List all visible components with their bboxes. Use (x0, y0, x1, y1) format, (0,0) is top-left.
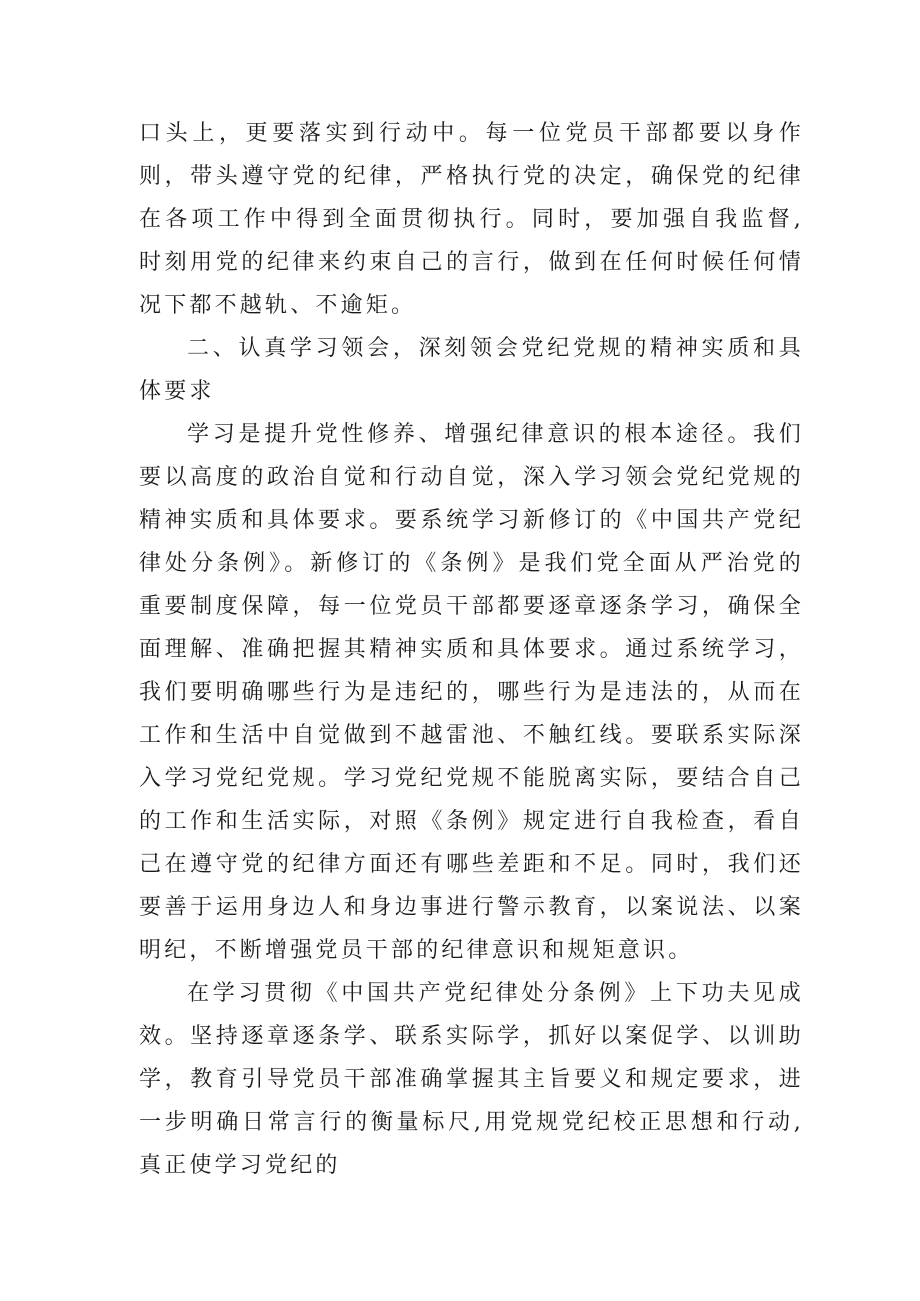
document-body (139, 112, 804, 1187)
paragraph-continuation: 口头上，更要落实到行动中。每一位党员干部都要以身作则，带头遵守党的纪律，严格执行党的决定，确保党的纪律在各项工作中得到全面贯彻执行。同时，要加强自我监督,时刻用党的纪律来约束自己的言行，做到在任何时候任何情况下都不越轨、不逾矩。 (139, 121, 804, 318)
section-heading: 二、认真学习领会，深刻领会党纪党规的精神实质和具体要求 (139, 336, 804, 404)
paragraph-implementation: 在学习贯彻《中国共产党纪律处分条例》上下功夫见成效。坚持逐章逐条学、联系实际学，抓好以案促学、以训助学，教育引导党员干部准确掌握其主旨要义和规定要求，进一步明确日常言行的衡量标尺,用党规党纪校正思想和行动,真正使学习党纪的 (139, 981, 804, 1178)
paragraph-study: 学习是提升党性修养、增强纪律意识的根本途径。我们要以高度的政治自觉和行动自觉，深入学习领会党纪党规的精神实质和具体要求。要系统学习新修订的《中国共产党纪律处分条例》。新修订的《条例》是我们党全面从严治党的重要制度保障，每一位党员干部都要逐章逐条学习，确保全面理解、准确把握其精神实质和具体要求。通过系统学习，我们要明确哪些行为是违纪的，哪些行为是违法的，从而在工作和生活中自觉做到不越雷池、不触红线。要联系实际深入学习党纪党规。学习党纪党规不能脱离实际，要结合自己的工作和生活实际，对照《条例》规定进行自我检查，看自己在遵守党的纪律方面还有哪些差距和不足。同时，我们还要善于运用身边人和身边事进行警示教育，以案说法、以案明纪，不断增强党员干部的纪律意识和规矩意识。 (139, 422, 804, 963)
